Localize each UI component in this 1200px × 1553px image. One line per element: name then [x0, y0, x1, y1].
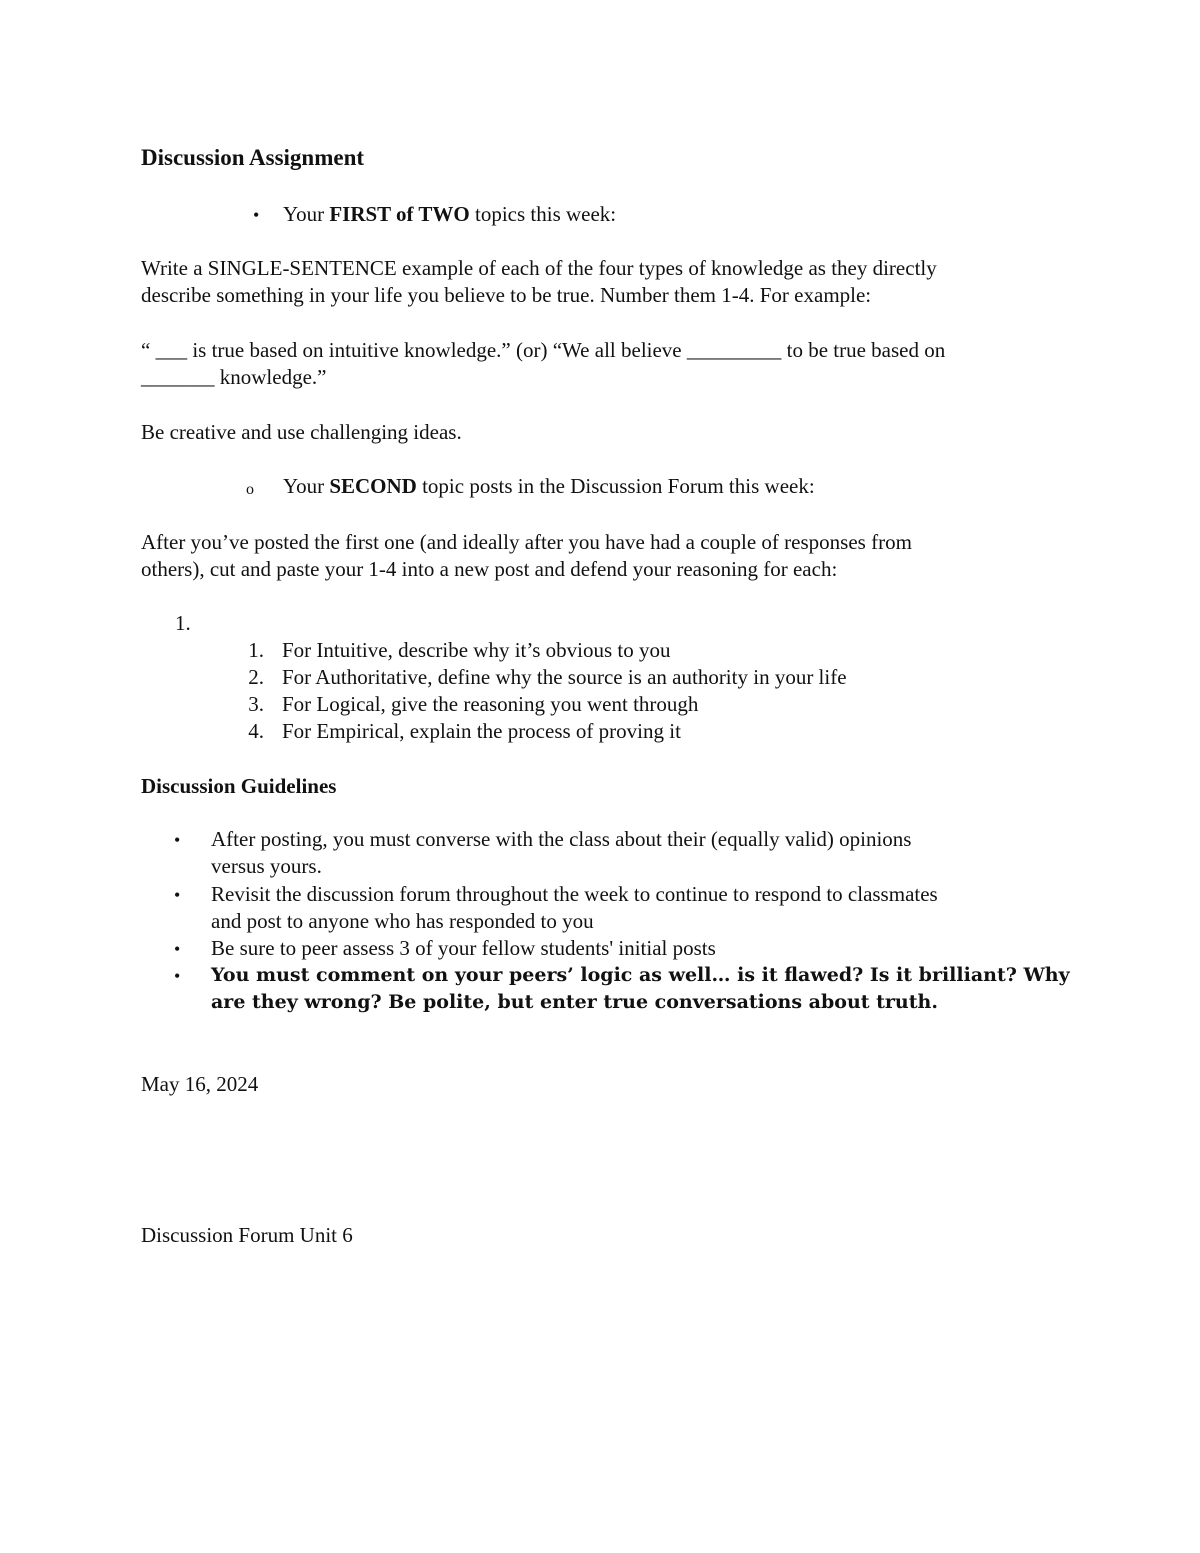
document-footer: Discussion Forum Unit 6 — [141, 1223, 353, 1247]
reasoning-number: 1. — [248, 638, 264, 662]
guideline-item — [211, 881, 1071, 935]
guideline-line: and post to anyone who has responded to you — [211, 909, 594, 933]
reasoning-number: 3. — [248, 692, 264, 716]
second-topic-prefix: Your — [283, 474, 330, 498]
reasoning-item-intuitive: For Intuitive, describe why it’s obvious to you — [282, 638, 671, 662]
guideline-line: Revisit the discussion forum throughout the week to continue to respond to classmates — [211, 882, 938, 906]
first-topic-line — [283, 201, 616, 228]
example-line-1: “ ___ is true based on intuitive knowledge.” (or) “We all believe _________ to be true based on — [141, 338, 946, 362]
reasoning-item-empirical: For Empirical, explain the process of proving it — [282, 719, 681, 743]
bullet-icon: • — [174, 885, 181, 905]
reasoning-item-authoritative: For Authoritative, define why the source is an authority in your life — [282, 665, 847, 689]
reasoning-item-logical: For Logical, give the reasoning you went through — [282, 692, 699, 716]
document-date: May 16, 2024 — [141, 1072, 259, 1096]
second-topic-suffix: topic posts in the Discussion Forum this week: — [416, 474, 815, 498]
guideline-line: After posting, you must converse with the class about their (equally valid) opinions — [211, 827, 912, 851]
guideline-item — [211, 826, 1071, 880]
page-title: Discussion Assignment — [141, 145, 365, 170]
second-topic-bold: SECOND — [329, 474, 417, 498]
example-line-2: _______ knowledge.” — [141, 365, 327, 389]
guideline-item-bold — [211, 962, 1071, 1016]
guideline-line: You must comment on your peers’ logic as well… is it flawed? Is it brilliant? Why — [211, 964, 1070, 986]
outer-list-number: 1. — [175, 611, 191, 635]
instructions-line-2: describe something in your life you believe to be true. Number them 1-4. For example: — [141, 283, 872, 307]
guideline-item — [211, 935, 1071, 962]
creative-line: Be creative and use challenging ideas. — [141, 420, 462, 444]
circle-bullet-icon: o — [246, 481, 254, 498]
first-topic-bold: FIRST of TWO — [329, 202, 470, 226]
after-post-line-2: others), cut and paste your 1-4 into a new post and defend your reasoning for each: — [141, 557, 838, 581]
after-post-line-1: After you’ve posted the first one (and ideally after you have had a couple of responses from — [141, 530, 912, 554]
second-topic-line — [283, 473, 815, 500]
guideline-line: Be sure to peer assess 3 of your fellow students' initial posts — [211, 936, 716, 960]
instructions-paragraph — [141, 255, 1061, 309]
guideline-line: are they wrong? Be polite, but enter true conversations about truth. — [211, 991, 938, 1013]
instructions-line-1: Write a SINGLE-SENTENCE example of each of the four types of knowledge as they directly — [141, 256, 937, 280]
reasoning-number: 4. — [248, 719, 264, 743]
guideline-line: versus yours. — [211, 854, 322, 878]
after-post-paragraph — [141, 529, 1061, 583]
first-topic-suffix: topics this week: — [469, 202, 617, 226]
bullet-icon: • — [253, 205, 260, 225]
example-paragraph — [141, 337, 1061, 391]
first-topic-prefix: Your — [283, 202, 330, 226]
bullet-icon: • — [174, 939, 181, 959]
bullet-icon: • — [174, 830, 181, 850]
bullet-icon: • — [174, 966, 181, 986]
guidelines-heading: Discussion Guidelines — [141, 774, 337, 798]
reasoning-number: 2. — [248, 665, 264, 689]
creative-paragraph — [141, 419, 1061, 446]
